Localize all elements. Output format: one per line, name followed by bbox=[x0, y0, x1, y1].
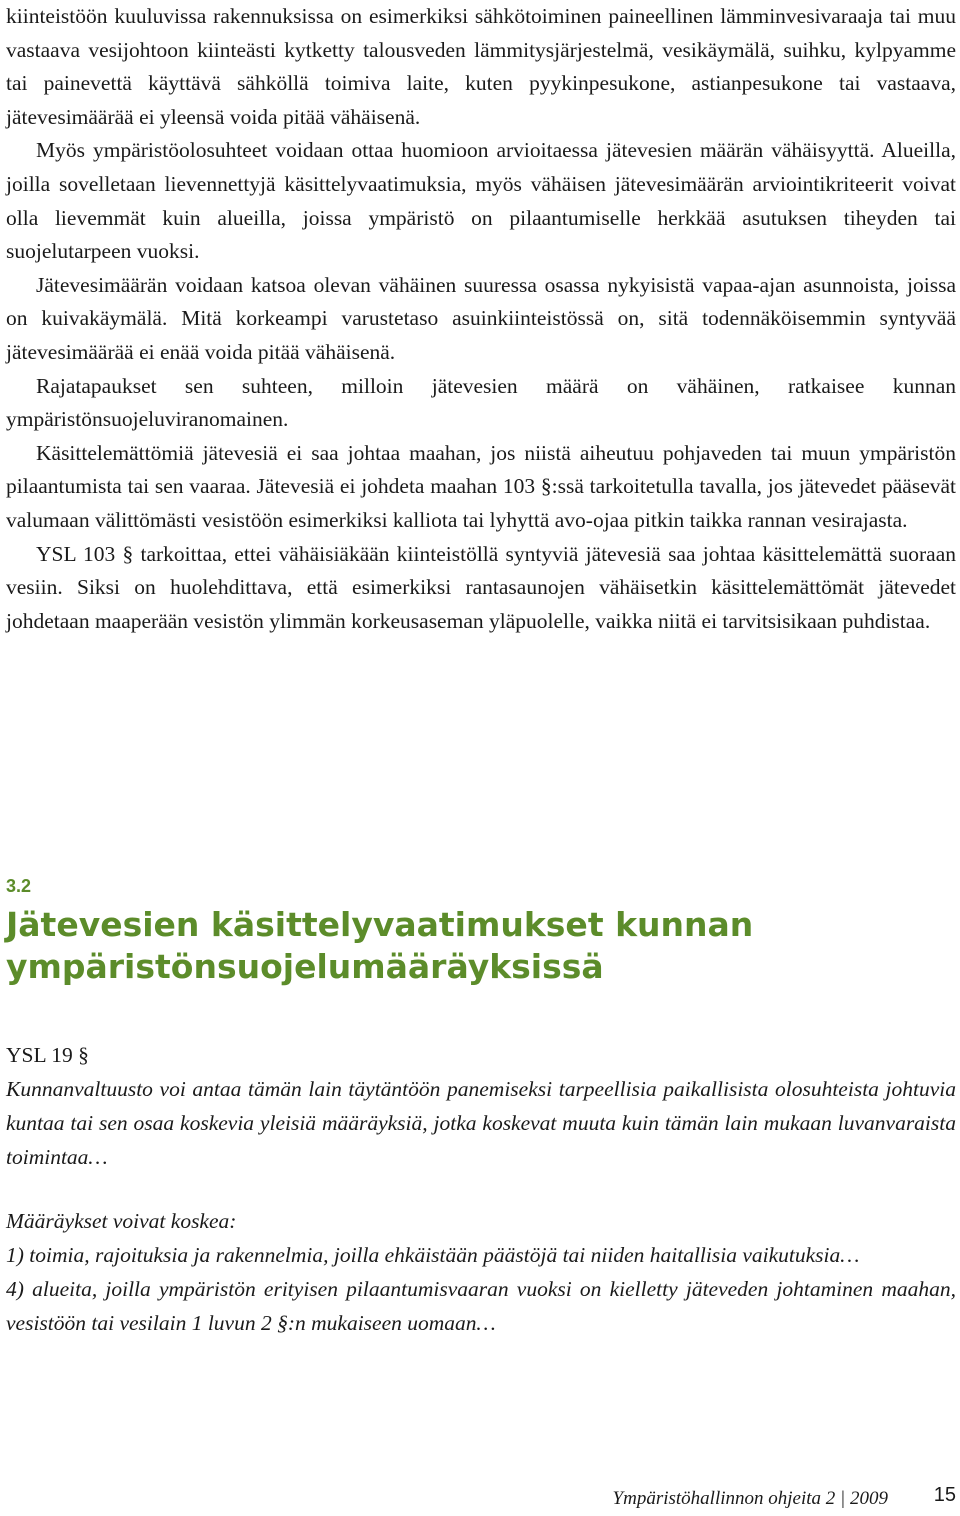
paragraph-environment: Myös ympäristöolosuhteet voidaan ottaa huomioon arvioitaessa jätevesien määrän vähäisyyttä. Alueilla, joilla sovelletaan lievennettyjä käsittelyvaatimuksia, myös vähäisen jätevesimäärän arviointikriteerit voivat olla lievemmät kuin alueilla, joissa ympäristö on pilaantumiselle herkkää asutuksen tiheyden tai suojelutarpeen vuoksi. bbox=[6, 138, 956, 264]
page-number: 15 bbox=[933, 1484, 956, 1506]
spacer bbox=[6, 1174, 956, 1204]
paragraph-leisure-homes: Jätevesimäärän voidaan katsoa olevan vähäinen suuressa osassa nykyisistä vapaa-ajan asunnoista, joissa on kuivakäymälä. Mitä korkeampi varustetaso asuinkiinteistössä on, sitä todennäköisemmin syntyvää jätevesimäärää ei enää voida pitää vähäisenä. bbox=[6, 272, 956, 364]
law-list-item-4: 4) alueita, joilla ympäristön erityisen pilaantumisvaaran vuoksi on kielletty jäteveden johtaminen maahan, vesistöön tai vesilain 1 luvun 2 §:n mukaiseen uomaan… bbox=[6, 1277, 956, 1335]
page-footer bbox=[0, 1484, 960, 1516]
paragraph-ysl-103: YSL 103 § tarkoittaa, ettei vähäisiäkään kiinteistöllä syntyviä jätevesiä saa johtaa käsittelemättä suoraan vesiin. Siksi on huolehdittava, että esimerkiksi rantasaunojen vähäisetkin käsittelemättömät jätevedet johdetaan maaperään vesistön ylimmän korkeusaseman yläpuolelle, vaikka niitä ei tarvitsisikaan puhdistaa. bbox=[6, 541, 956, 633]
section-title: Jätevesien käsittelyvaatimukset kunnan ympäristönsuojelumääräyksissä bbox=[6, 905, 754, 986]
law-list-item-1: 1) toimia, rajoituksia ja rakennelmia, joilla ehkäistään päästöjä tai niiden haitallisia vaikutuksia… bbox=[6, 1243, 860, 1267]
section-number: 3.2 bbox=[6, 876, 32, 896]
footer-journal: Ympäristöhallinnon ohjeita 2 | 2009 bbox=[612, 1488, 888, 1509]
law-list-intro: Määräykset voivat koskea: bbox=[6, 1209, 237, 1233]
law-quote-block bbox=[6, 1038, 956, 1340]
law-quote: Kunnanvaltuusto voi antaa tämän lain täytäntöön panemiseksi tarpeellisia paikallisista olosuhteista johtuvia kuntaa tai sen osaa koskevia yleisiä määräyksiä, jotka koskevat muuta kuin tämän lain mukaan luvanvaraista toimintaa… bbox=[6, 1077, 956, 1169]
paragraph-equipment: kiinteistöön kuuluvissa rakennuksissa on esimerkiksi sähkötoiminen paineellinen lämminvesivaraaja tai muu vastaava vesijohtoon kiinteästi kytketty talousveden lämmitysjärjestelmä, vesikäymälä, suihku, kylpyamme tai painevettä käyttävä sähköllä toimiva laite, kuten pyykinpesukone, astianpesukone tai vastaava, jätevesimäärää ei yleensä voida pitää vähäisenä. bbox=[6, 4, 956, 129]
body-text bbox=[6, 0, 956, 638]
paragraph-untreated-wastewater: Käsittelemättömiä jätevesiä ei saa johtaa maahan, jos niistä aiheutuu pohjaveden tai muun ympäristön pilaantumista tai sen vaaraa. Jätevesiä ei johdeta maahan 103 §:ssä tarkoitetulla tavalla, jos jätevedet pääsevät valumaan välittömästi vesistöön esimerkiksi kalliota tai lyhyttä avo-ojaa pitkin taikka rannan vesirajasta. bbox=[6, 440, 956, 532]
paragraph-borderline-cases: Rajatapaukset sen suhteen, milloin jätevesien määrä on vähäinen, ratkaisee kunnan ympäristönsuojeluviranomainen. bbox=[6, 373, 956, 432]
law-reference: YSL 19 § bbox=[6, 1043, 89, 1067]
